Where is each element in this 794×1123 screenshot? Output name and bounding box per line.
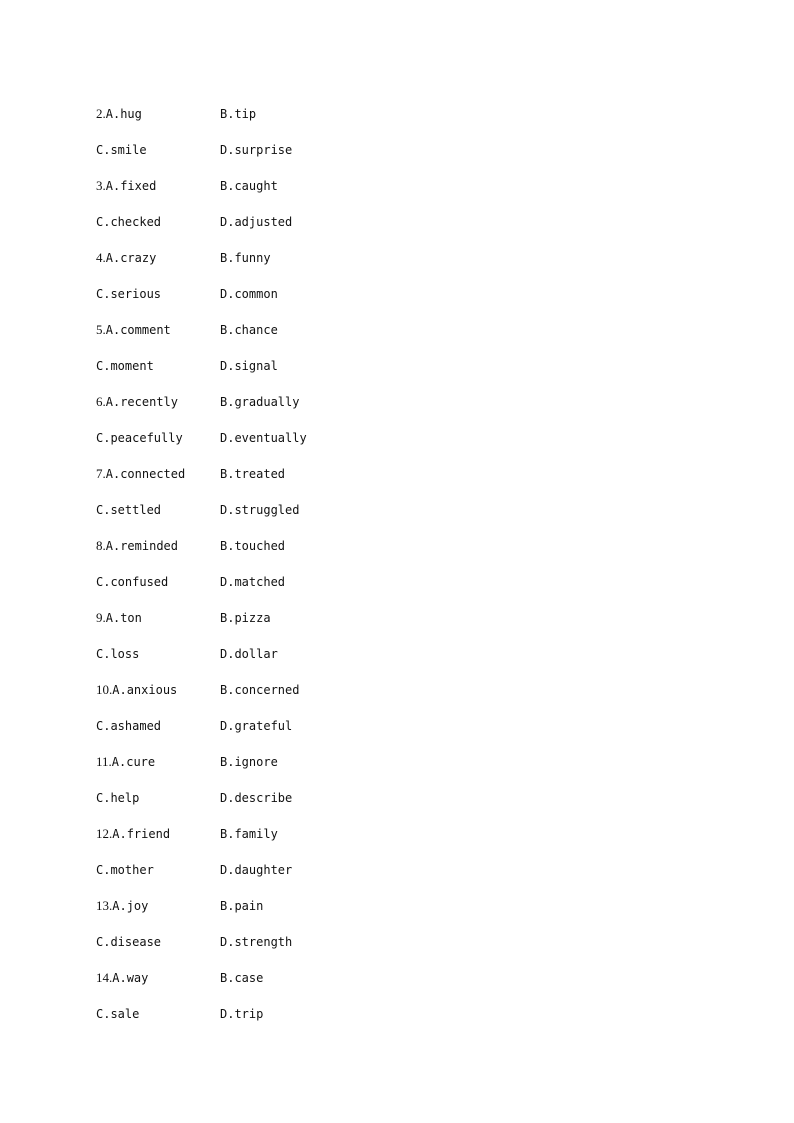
- option-b: B.treated: [220, 467, 286, 481]
- option-d: D.adjusted: [220, 215, 293, 229]
- question-row-ab: [96, 105, 696, 141]
- option-d: D.signal: [220, 359, 278, 373]
- option-a: 4.A.crazy: [96, 250, 157, 265]
- option-a: 12.A.friend: [96, 826, 171, 841]
- question-number: 3.: [96, 178, 106, 193]
- option-a: 14.A.way: [96, 970, 149, 985]
- question-number: 11.: [96, 754, 112, 769]
- option-a: 10.A.anxious: [96, 682, 178, 697]
- option-b: B.family: [220, 827, 278, 841]
- question-row-ab: [96, 321, 696, 357]
- question-number: 2.: [96, 106, 106, 121]
- option-a: 9.A.ton: [96, 610, 142, 625]
- option-d: D.struggled: [220, 503, 300, 517]
- question-row-ab: [96, 825, 696, 861]
- question-row-cd: [96, 429, 696, 465]
- option-d: D.grateful: [220, 719, 293, 733]
- question-row-cd: [96, 933, 696, 969]
- option-a: 8.A.reminded: [96, 538, 178, 553]
- option-a: 2.A.hug: [96, 106, 142, 121]
- option-c: C.checked: [96, 215, 162, 229]
- question-row-ab: [96, 177, 696, 213]
- option-c: C.serious: [96, 287, 162, 301]
- option-c: C.mother: [96, 863, 154, 877]
- question-number: 6.: [96, 394, 106, 409]
- question-row-ab: [96, 249, 696, 285]
- option-b: B.chance: [220, 323, 278, 337]
- question-row-cd: [96, 573, 696, 609]
- option-d: D.matched: [220, 575, 286, 589]
- question-row-cd: [96, 285, 696, 321]
- option-c: C.confused: [96, 575, 169, 589]
- question-number: 4.: [96, 250, 106, 265]
- question-number: 9.: [96, 610, 106, 625]
- question-row-ab: [96, 393, 696, 429]
- option-a: 13.A.joy: [96, 898, 149, 913]
- option-a: 7.A.connected: [96, 466, 186, 481]
- option-d: D.surprise: [220, 143, 293, 157]
- question-row-cd: [96, 501, 696, 537]
- question-row-ab: [96, 969, 696, 1005]
- option-d: D.describe: [220, 791, 293, 805]
- question-number: 7.: [96, 466, 106, 481]
- option-c: C.disease: [96, 935, 162, 949]
- option-b: B.gradually: [220, 395, 300, 409]
- option-a: 11.A.cure: [96, 754, 156, 769]
- question-number: 8.: [96, 538, 106, 553]
- question-row-cd: [96, 717, 696, 753]
- question-row-ab: [96, 465, 696, 501]
- option-d: D.common: [220, 287, 278, 301]
- question-number: 13.: [96, 898, 113, 913]
- question-row-ab: [96, 753, 696, 789]
- option-d: D.daughter: [220, 863, 293, 877]
- option-b: B.caught: [220, 179, 278, 193]
- option-b: B.tip: [220, 107, 257, 121]
- question-row-cd: [96, 1005, 696, 1041]
- option-b: B.touched: [220, 539, 286, 553]
- question-row-cd: [96, 861, 696, 897]
- question-row-cd: [96, 357, 696, 393]
- option-a: 3.A.fixed: [96, 178, 157, 193]
- option-c: C.settled: [96, 503, 162, 517]
- question-list: [96, 105, 696, 1041]
- question-row-ab: [96, 537, 696, 573]
- option-b: B.case: [220, 971, 264, 985]
- question-number: 12.: [96, 826, 113, 841]
- question-row-cd: [96, 645, 696, 681]
- question-row-ab: [96, 609, 696, 645]
- option-a: 6.A.recently: [96, 394, 178, 409]
- option-c: C.ashamed: [96, 719, 162, 733]
- option-c: C.moment: [96, 359, 154, 373]
- question-number: 14.: [96, 970, 113, 985]
- question-row-cd: [96, 789, 696, 825]
- option-c: C.help: [96, 791, 140, 805]
- option-d: D.strength: [220, 935, 293, 949]
- option-b: B.pain: [220, 899, 264, 913]
- option-a: 5.A.comment: [96, 322, 171, 337]
- question-number: 10.: [96, 682, 113, 697]
- option-b: B.concerned: [220, 683, 300, 697]
- option-c: C.loss: [96, 647, 140, 661]
- option-b: B.ignore: [220, 755, 278, 769]
- option-d: D.dollar: [220, 647, 278, 661]
- option-b: B.funny: [220, 251, 271, 265]
- question-row-cd: [96, 141, 696, 177]
- option-c: C.sale: [96, 1007, 140, 1021]
- option-d: D.trip: [220, 1007, 264, 1021]
- question-number: 5.: [96, 322, 106, 337]
- option-c: C.smile: [96, 143, 147, 157]
- option-d: D.eventually: [220, 431, 307, 445]
- option-b: B.pizza: [220, 611, 271, 625]
- question-row-ab: [96, 897, 696, 933]
- question-row-ab: [96, 681, 696, 717]
- option-c: C.peacefully: [96, 431, 183, 445]
- question-row-cd: [96, 213, 696, 249]
